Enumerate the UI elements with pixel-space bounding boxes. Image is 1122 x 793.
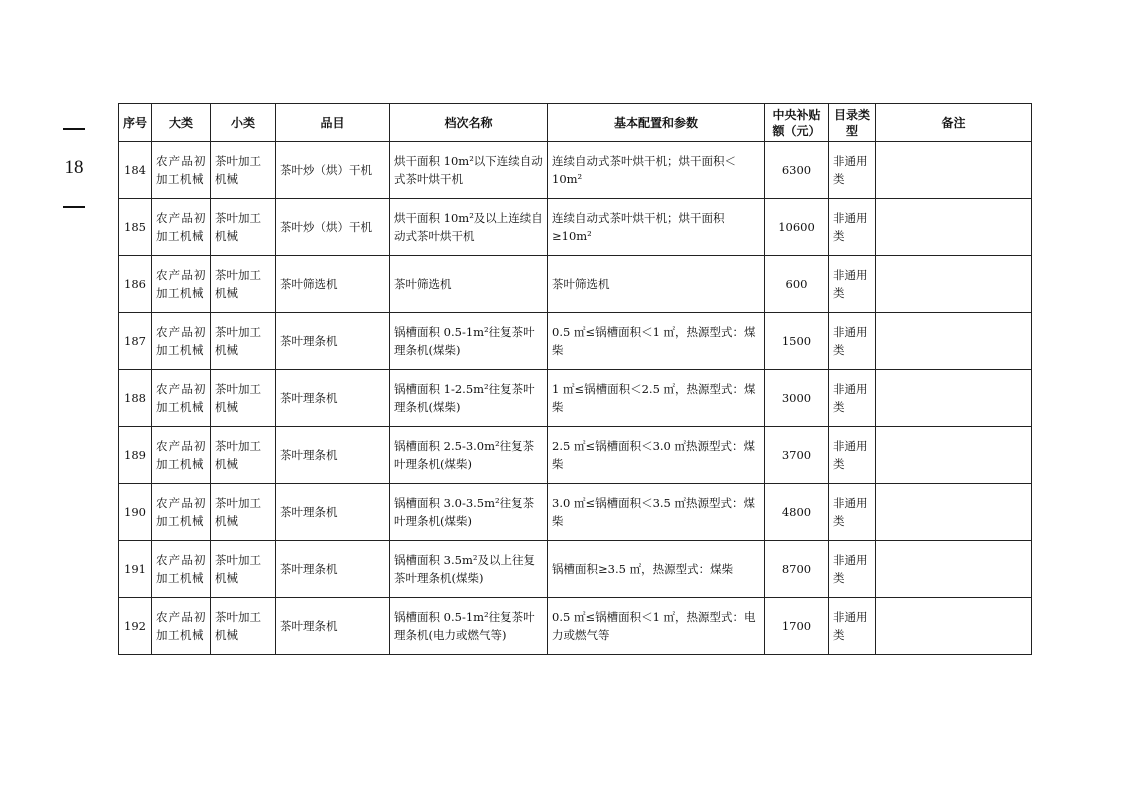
table-header-row bbox=[119, 104, 1032, 142]
cell-remarks bbox=[876, 484, 1032, 541]
header-catalog-type: 目录类型 bbox=[829, 104, 876, 142]
cell-subcategory: 茶叶加工机械 bbox=[211, 142, 276, 199]
cell-subsidy: 10600 bbox=[765, 199, 829, 256]
cell-grade-name: 茶叶筛选机 bbox=[390, 256, 548, 313]
cell-subcategory: 茶叶加工机械 bbox=[211, 427, 276, 484]
cell-seq: 187 bbox=[119, 313, 152, 370]
table-row bbox=[119, 541, 1032, 598]
cell-item: 茶叶理条机 bbox=[276, 427, 390, 484]
cell-config: 0.5 ㎡≤锅槽面积＜1 ㎡，热源型式：煤柴 bbox=[548, 313, 765, 370]
cell-remarks bbox=[876, 598, 1032, 655]
header-seq: 序号 bbox=[119, 104, 152, 142]
cell-catalog-type: 非通用类 bbox=[829, 370, 876, 427]
table-row bbox=[119, 484, 1032, 541]
cell-category: 农产品初加工机械 bbox=[152, 541, 211, 598]
cell-category: 农产品初加工机械 bbox=[152, 256, 211, 313]
cell-catalog-type: 非通用类 bbox=[829, 256, 876, 313]
cell-item: 茶叶理条机 bbox=[276, 541, 390, 598]
table-row bbox=[119, 370, 1032, 427]
header-grade-name: 档次名称 bbox=[390, 104, 548, 142]
cell-category: 农产品初加工机械 bbox=[152, 427, 211, 484]
header-subsidy: 中央补贴额（元） bbox=[765, 104, 829, 142]
header-item: 品目 bbox=[276, 104, 390, 142]
cell-catalog-type: 非通用类 bbox=[829, 427, 876, 484]
cell-catalog-type: 非通用类 bbox=[829, 313, 876, 370]
cell-category: 农产品初加工机械 bbox=[152, 598, 211, 655]
cell-subcategory: 茶叶加工机械 bbox=[211, 199, 276, 256]
cell-item: 茶叶理条机 bbox=[276, 484, 390, 541]
cell-subsidy: 3700 bbox=[765, 427, 829, 484]
cell-remarks bbox=[876, 541, 1032, 598]
cell-subsidy: 3000 bbox=[765, 370, 829, 427]
cell-item: 茶叶理条机 bbox=[276, 313, 390, 370]
cell-config: 连续自动式茶叶烘干机；烘干面积≥10m² bbox=[548, 199, 765, 256]
page-number: 18 bbox=[64, 157, 84, 178]
cell-subsidy: 8700 bbox=[765, 541, 829, 598]
cell-config: 1 ㎡≤锅槽面积＜2.5 ㎡，热源型式：煤柴 bbox=[548, 370, 765, 427]
cell-remarks bbox=[876, 427, 1032, 484]
header-remarks: 备注 bbox=[876, 104, 1032, 142]
cell-catalog-type: 非通用类 bbox=[829, 142, 876, 199]
table-row bbox=[119, 427, 1032, 484]
cell-catalog-type: 非通用类 bbox=[829, 598, 876, 655]
table-row bbox=[119, 598, 1032, 655]
cell-category: 农产品初加工机械 bbox=[152, 370, 211, 427]
cell-catalog-type: 非通用类 bbox=[829, 199, 876, 256]
cell-item: 茶叶炒（烘）干机 bbox=[276, 199, 390, 256]
cell-config: 0.5 ㎡≤锅槽面积＜1 ㎡，热源型式：电力或燃气等 bbox=[548, 598, 765, 655]
cell-grade-name: 锅槽面积 0.5-1m²往复茶叶理条机(电力或燃气等) bbox=[390, 598, 548, 655]
cell-item: 茶叶筛选机 bbox=[276, 256, 390, 313]
cell-subcategory: 茶叶加工机械 bbox=[211, 370, 276, 427]
cell-subsidy: 4800 bbox=[765, 484, 829, 541]
cell-seq: 186 bbox=[119, 256, 152, 313]
cell-seq: 185 bbox=[119, 199, 152, 256]
header-category: 大类 bbox=[152, 104, 211, 142]
cell-grade-name: 烘干面积 10m²以下连续自动式茶叶烘干机 bbox=[390, 142, 548, 199]
cell-item: 茶叶理条机 bbox=[276, 598, 390, 655]
cell-config: 2.5 ㎡≤锅槽面积＜3.0 ㎡热源型式：煤柴 bbox=[548, 427, 765, 484]
cell-config: 锅槽面积≥3.5 ㎡，热源型式：煤柴 bbox=[548, 541, 765, 598]
cell-grade-name: 锅槽面积 3.0-3.5m²往复茶叶理条机(煤柴) bbox=[390, 484, 548, 541]
cell-subcategory: 茶叶加工机械 bbox=[211, 598, 276, 655]
cell-subsidy: 1500 bbox=[765, 313, 829, 370]
cell-subcategory: 茶叶加工机械 bbox=[211, 256, 276, 313]
cell-catalog-type: 非通用类 bbox=[829, 541, 876, 598]
cell-config: 连续自动式茶叶烘干机；烘干面积＜10m² bbox=[548, 142, 765, 199]
cell-item: 茶叶炒（烘）干机 bbox=[276, 142, 390, 199]
cell-grade-name: 烘干面积 10m²及以上连续自动式茶叶烘干机 bbox=[390, 199, 548, 256]
cell-category: 农产品初加工机械 bbox=[152, 484, 211, 541]
table-row bbox=[119, 199, 1032, 256]
cell-seq: 192 bbox=[119, 598, 152, 655]
cell-seq: 189 bbox=[119, 427, 152, 484]
cell-seq: 188 bbox=[119, 370, 152, 427]
cell-catalog-type: 非通用类 bbox=[829, 484, 876, 541]
table-row bbox=[119, 142, 1032, 199]
table-row bbox=[119, 313, 1032, 370]
cell-item: 茶叶理条机 bbox=[276, 370, 390, 427]
cell-seq: 184 bbox=[119, 142, 152, 199]
cell-remarks bbox=[876, 256, 1032, 313]
cell-remarks bbox=[876, 313, 1032, 370]
cell-category: 农产品初加工机械 bbox=[152, 199, 211, 256]
cell-grade-name: 锅槽面积 3.5m²及以上往复茶叶理条机(煤柴) bbox=[390, 541, 548, 598]
cell-subsidy: 600 bbox=[765, 256, 829, 313]
cell-grade-name: 锅槽面积 2.5-3.0m²往复茶叶理条机(煤柴) bbox=[390, 427, 548, 484]
page-marker-bottom-dash bbox=[63, 206, 85, 208]
cell-remarks bbox=[876, 199, 1032, 256]
table-row bbox=[119, 256, 1032, 313]
cell-subcategory: 茶叶加工机械 bbox=[211, 541, 276, 598]
cell-subcategory: 茶叶加工机械 bbox=[211, 484, 276, 541]
cell-grade-name: 锅槽面积 1-2.5m²往复茶叶理条机(煤柴) bbox=[390, 370, 548, 427]
cell-remarks bbox=[876, 370, 1032, 427]
cell-subcategory: 茶叶加工机械 bbox=[211, 313, 276, 370]
cell-config: 茶叶筛选机 bbox=[548, 256, 765, 313]
cell-subsidy: 1700 bbox=[765, 598, 829, 655]
header-subcategory: 小类 bbox=[211, 104, 276, 142]
cell-grade-name: 锅槽面积 0.5-1m²往复茶叶理条机(煤柴) bbox=[390, 313, 548, 370]
page-marker-top-dash bbox=[63, 128, 85, 130]
cell-seq: 190 bbox=[119, 484, 152, 541]
subsidy-catalog-table bbox=[118, 103, 1032, 655]
cell-remarks bbox=[876, 142, 1032, 199]
cell-category: 农产品初加工机械 bbox=[152, 313, 211, 370]
cell-config: 3.0 ㎡≤锅槽面积＜3.5 ㎡热源型式：煤柴 bbox=[548, 484, 765, 541]
table-body bbox=[119, 142, 1032, 655]
page-number-marker bbox=[58, 128, 90, 208]
cell-seq: 191 bbox=[119, 541, 152, 598]
cell-category: 农产品初加工机械 bbox=[152, 142, 211, 199]
header-config: 基本配置和参数 bbox=[548, 104, 765, 142]
cell-subsidy: 6300 bbox=[765, 142, 829, 199]
